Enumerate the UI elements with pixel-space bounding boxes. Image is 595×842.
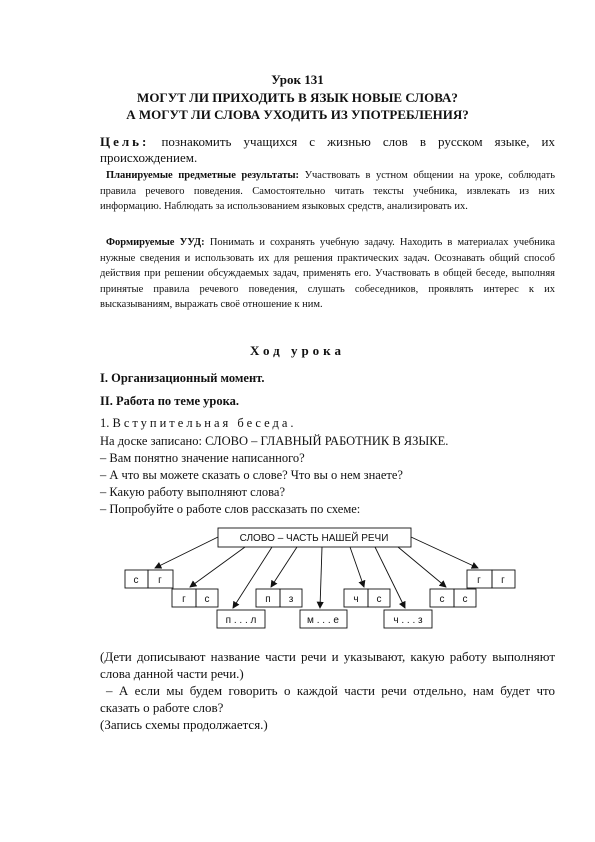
item-label: Вступительная беседа.	[112, 416, 297, 430]
diagram-letter: с	[462, 594, 468, 605]
board-text: На доске записано: СЛОВО – ГЛАВНЫЙ РАБОТНИК В ЯЗЫКЕ.	[100, 434, 449, 448]
diagram-letter: п	[265, 594, 271, 605]
diagram-top-label: СЛОВО – ЧАСТЬ НАШЕЙ РЕЧИ	[239, 533, 389, 544]
goal-label: Цель:	[100, 134, 150, 149]
item-number: 1.	[100, 416, 110, 430]
title-line-1: МОГУТ ЛИ ПРИХОДИТЬ В ЯЗЫК НОВЫЕ СЛОВА?	[137, 90, 458, 105]
question-last: – А если мы будем говорить о каждой части речи отдельно, нам будет что сказать о работе слов?	[100, 683, 555, 715]
section-organizational: I. Организационный момент.	[100, 371, 265, 385]
question-2: – А что вы можете сказать о слове? Что вы о нем знаете?	[100, 468, 403, 482]
diagram-arrow	[271, 547, 297, 587]
diagram-word: п . . . л	[225, 615, 257, 626]
course-heading: Ход урока	[250, 343, 345, 358]
diagram-letter: г	[158, 575, 162, 586]
diagram-letter: ч	[353, 594, 359, 605]
title-line-2: А МОГУТ ЛИ СЛОВА УХОДИТЬ ИЗ УПОТРЕБЛЕНИЯ?	[126, 107, 469, 122]
continued-note: (Запись схемы продолжается.)	[100, 717, 268, 732]
diagram-letter: з	[288, 594, 294, 605]
diagram-letter: с	[204, 594, 210, 605]
uud-text: Понимать и сохранять учебную задачу. Находить в материалах учебника нужные сведения и использовать их для решения практических задач. Осознавать общий способ действия при решении обсуждаемых задач, применять его. Участвовать в общей беседе, выполняя принятые правила речевого поведения, слушать собеседников, проявлять интерес к их высказываниям, выражать своё отношение к ним.	[100, 237, 556, 310]
diagram-arrow	[398, 547, 446, 587]
diagram-letter: г	[501, 575, 505, 586]
goal-text: познакомить учащихся с жизнью слов в русском языке, их происхождением.	[100, 134, 556, 165]
planned-results-label: Планируемые предметные результаты:	[106, 170, 300, 181]
diagram-word: м . . . е	[307, 615, 339, 626]
question-4: – Попробуйте о работе слов рассказать по схеме:	[100, 502, 361, 516]
question-3: – Какую работу выполняют слова?	[100, 485, 286, 499]
uud-label: Формируемые УУД:	[106, 237, 205, 248]
diagram-arrow	[190, 547, 245, 587]
diagram-arrow	[411, 537, 478, 568]
diagram-arrow	[320, 547, 322, 608]
question-1: – Вам понятно значение написанного?	[100, 451, 305, 465]
after-paragraph: (Дети дописывают название части речи и указывают, какую работу выполняют слова данной части речи.)	[100, 649, 555, 681]
lesson-number: Урок 131	[271, 72, 324, 87]
diagram-arrow	[155, 537, 218, 568]
diagram-letter: с	[376, 594, 382, 605]
diagram-letter: с	[133, 575, 139, 586]
diagram-letter: г	[182, 594, 186, 605]
section-topic-work: II. Работа по теме урока.	[100, 394, 239, 408]
diagram-arrow	[350, 547, 364, 587]
diagram-word: ч . . . з	[393, 615, 423, 626]
planned-results-text: Участвовать в устном общении на уроке, соблюдать правила речевого поведения. Самостоятельно читать тексты учебника, извлекать из них информацию. Наблюдать за использованием языковых средств, анализировать их.	[100, 170, 555, 212]
diagram-letter: с	[439, 594, 445, 605]
diagram-letter: г	[477, 575, 481, 586]
